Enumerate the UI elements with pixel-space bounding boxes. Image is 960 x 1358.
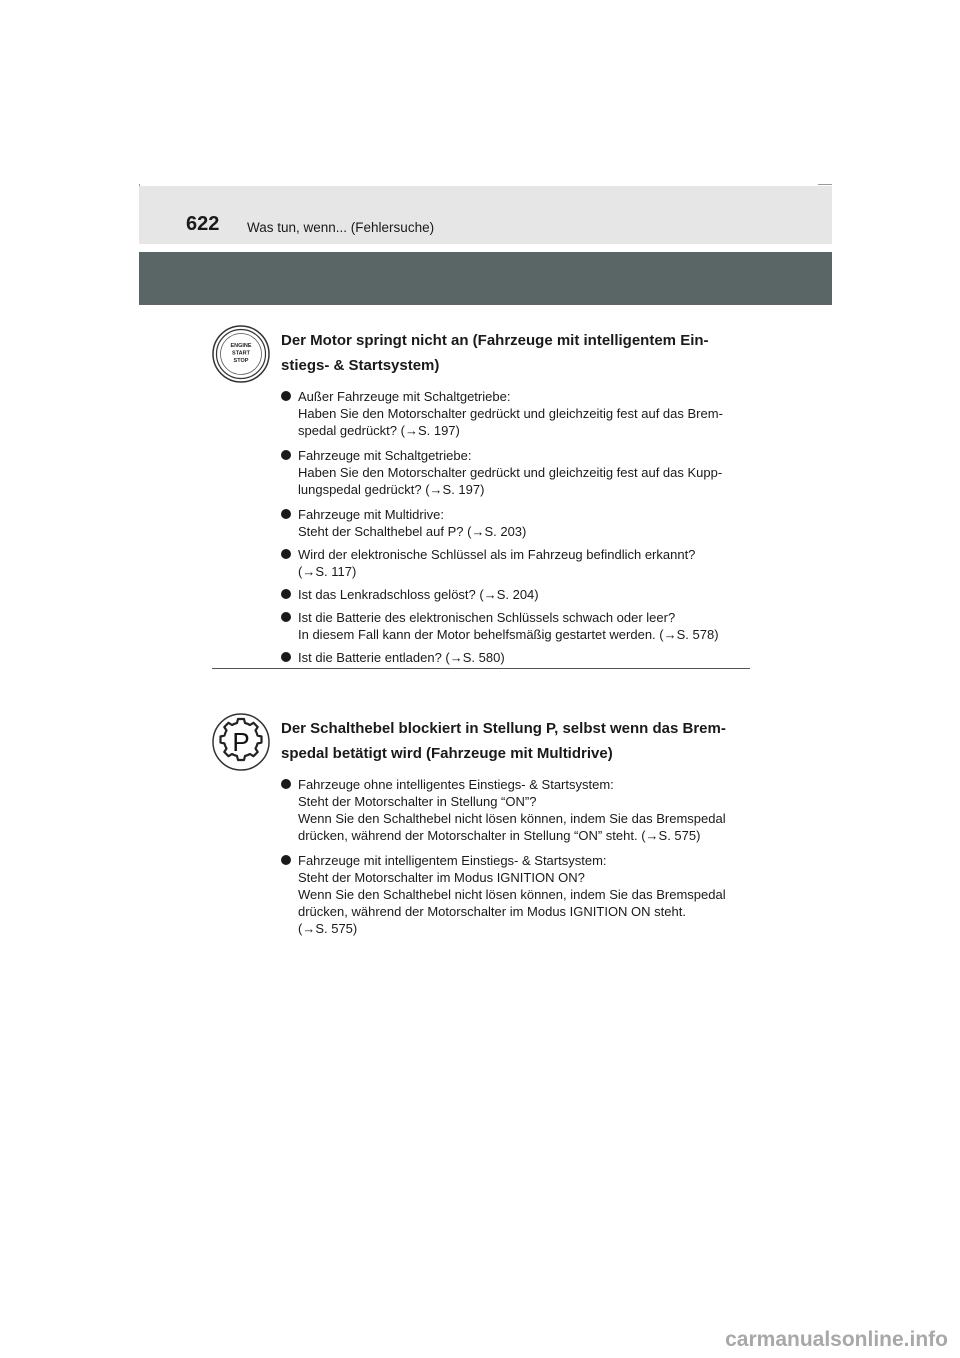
list-item bbox=[281, 447, 722, 498]
item-line: In diesem Fall kann der Motor behelfsmäßig gestartet werden. (→S. 578) bbox=[298, 627, 719, 642]
item-line: Haben Sie den Motorschalter gedrückt und gleichzeitig fest auf das Brem- bbox=[298, 406, 723, 421]
item-line: Steht der Schalthebel auf P? (→S. 203) bbox=[298, 524, 527, 539]
engine-icon-text-3: STOP bbox=[233, 358, 249, 364]
item-line: Ist das Lenkradschloss gelöst? (→S. 204) bbox=[298, 587, 539, 602]
watermark: carmanualsonline.info bbox=[725, 1328, 948, 1351]
page-header bbox=[139, 186, 832, 244]
bullet-icon bbox=[281, 612, 291, 622]
engine-start-stop-icon bbox=[212, 325, 270, 383]
bullet-icon bbox=[281, 391, 291, 401]
item-line: drücken, während der Motorschalter im Modus IGNITION ON steht. bbox=[298, 904, 686, 919]
section-divider bbox=[212, 668, 750, 669]
list-item bbox=[281, 609, 719, 643]
item-line: lungspedal gedrückt? (→S. 197) bbox=[298, 482, 485, 497]
list-item bbox=[281, 776, 726, 844]
item-line: Fahrzeuge mit Schaltgetriebe: bbox=[298, 448, 472, 463]
item-line: Fahrzeuge mit Multidrive: bbox=[298, 507, 444, 522]
crop-mark-right bbox=[818, 184, 832, 185]
item-line: (→S. 117) bbox=[298, 564, 357, 579]
item-line: Fahrzeuge ohne intelligentes Einstiegs- & Startsystem: bbox=[298, 777, 614, 792]
item-line: Wenn Sie den Schalthebel nicht lösen können, indem Sie das Bremspedal bbox=[298, 887, 726, 902]
item-line: Fahrzeuge mit intelligentem Einstiegs- & Startsystem: bbox=[298, 853, 607, 868]
heading-line: Der Motor springt nicht an (Fahrzeuge mit intelligentem Ein- bbox=[281, 332, 709, 349]
item-line: drücken, während der Motorschalter in Stellung “ON” steht. (→S. 575) bbox=[298, 828, 701, 843]
list-item bbox=[281, 586, 539, 603]
bullet-icon bbox=[281, 450, 291, 460]
item-line: (→S. 575) bbox=[298, 921, 358, 936]
list-item bbox=[281, 506, 526, 540]
item-line: Steht der Motorschalter im Modus IGNITION ON? bbox=[298, 870, 585, 885]
running-title: Was tun, wenn... (Fehlersuche) bbox=[247, 220, 435, 235]
list-item bbox=[281, 649, 505, 666]
bullet-icon bbox=[281, 589, 291, 599]
item-line: Wenn Sie den Schalthebel nicht lösen können, indem Sie das Bremspedal bbox=[298, 811, 726, 826]
list-item bbox=[281, 852, 726, 937]
item-line: Außer Fahrzeuge mit Schaltgetriebe: bbox=[298, 389, 511, 404]
section-heading bbox=[281, 328, 744, 378]
shift-lock-p-gear-icon bbox=[212, 713, 270, 771]
item-line: Steht der Motorschalter in Stellung “ON”? bbox=[298, 794, 537, 809]
section-banner bbox=[139, 252, 832, 305]
bullet-icon bbox=[281, 509, 291, 519]
heading-line: spedal betätigt wird (Fahrzeuge mit Multidrive) bbox=[281, 745, 613, 762]
heading-line: Der Schalthebel blockiert in Stellung P, selbst wenn das Brem- bbox=[281, 720, 726, 737]
engine-icon-text-1: ENGINE bbox=[230, 343, 252, 349]
bullet-icon bbox=[281, 549, 291, 559]
bullet-icon bbox=[281, 855, 291, 865]
list-item bbox=[281, 388, 723, 439]
item-line: Wird der elektronische Schlüssel als im Fahrzeug befindlich erkannt? bbox=[298, 547, 696, 562]
list-item bbox=[281, 546, 695, 580]
page-number: 622 bbox=[186, 213, 220, 235]
item-line: Haben Sie den Motorschalter gedrückt und gleichzeitig fest auf das Kupp- bbox=[298, 465, 723, 480]
bullet-icon bbox=[281, 779, 291, 789]
heading-line: stiegs- & Startsystem) bbox=[281, 357, 440, 374]
bullet-icon bbox=[281, 652, 291, 662]
engine-icon-text-2: START bbox=[232, 350, 250, 357]
section-heading bbox=[281, 716, 744, 766]
item-line: Ist die Batterie des elektronischen Schlüssels schwach oder leer? bbox=[298, 610, 676, 625]
p-letter: P bbox=[232, 727, 250, 757]
item-line: Ist die Batterie entladen? (→S. 580) bbox=[298, 650, 505, 665]
item-line: spedal gedrückt? (→S. 197) bbox=[298, 423, 460, 438]
